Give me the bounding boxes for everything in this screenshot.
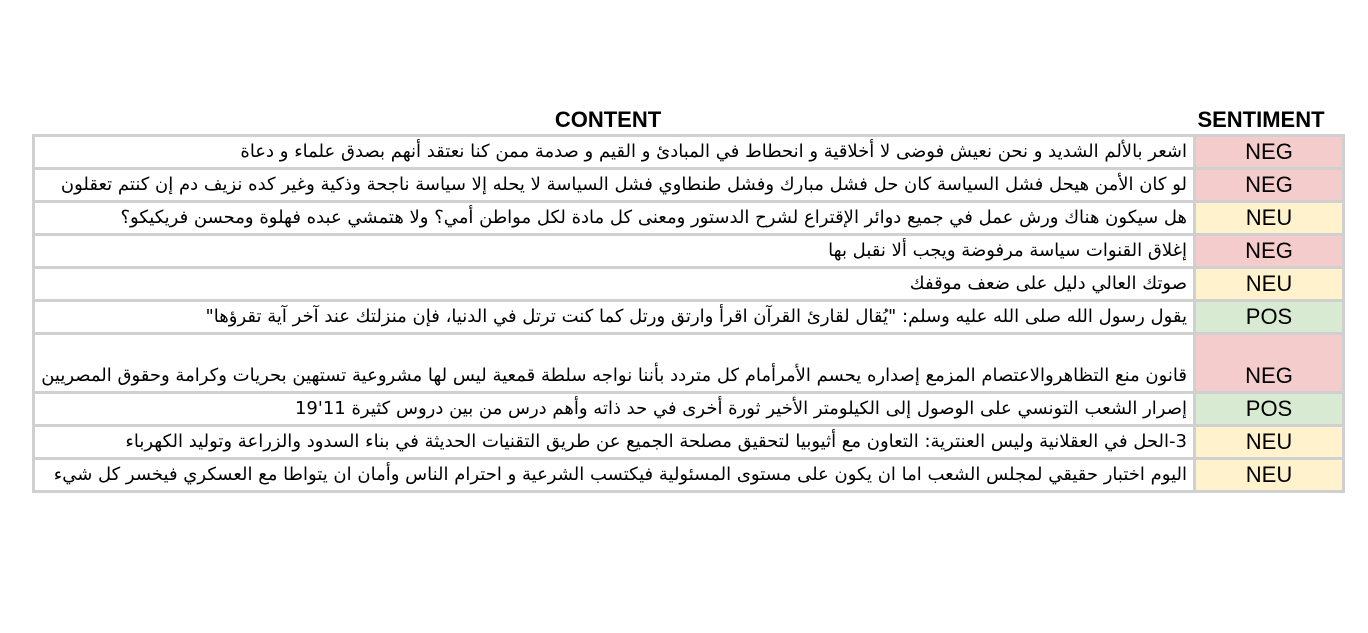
spreadsheet (32, 106, 1338, 493)
content-cell[interactable]: لو كان الأمن هيحل فشل السياسة كان حل فشل مبارك وفشل طنطاوي فشل السياسة لا يحله إلا سياسة ناجحة وذكية وغير كده نزيف دم إن كنتم تعقلون (34, 169, 1195, 202)
sentiment-cell[interactable]: POS (1195, 301, 1344, 334)
sentiment-cell[interactable]: NEU (1195, 268, 1344, 301)
data-table (32, 134, 1345, 493)
sentiment-cell[interactable]: NEG (1195, 136, 1344, 169)
content-cell[interactable]: هل سيكون هناك ورش عمل في جميع دوائر الإقتراع لشرح الدستور ومعنى كل مادة لكل مواطن أمي؟ ولا هتمشي عبده فهلوة ومحسن فريكيكو؟ (34, 202, 1195, 235)
content-column-header[interactable]: CONTENT (554, 107, 662, 132)
sentiment-cell[interactable]: NEG (1195, 334, 1344, 393)
sentiment-cell[interactable]: NEU (1195, 459, 1344, 492)
sentiment-cell[interactable]: NEU (1195, 426, 1344, 459)
sentiment-cell[interactable]: NEG (1195, 235, 1344, 268)
table-row (34, 393, 1344, 426)
sentiment-column-header[interactable]: SENTIMENT (1197, 107, 1325, 132)
sentiment-cell[interactable]: NEU (1195, 202, 1344, 235)
content-cell[interactable]: صوتك العالي دليل على ضعف موقفك (34, 268, 1195, 301)
table-row (34, 169, 1344, 202)
content-cell[interactable]: اشعر بالألم الشديد و نحن نعيش فوضى لا أخلاقية و انحطاط في المبادئ و القيم و صدمة ممن كنا نعتقد أنهم بصدق علماء و دعاة (34, 136, 1195, 169)
table-row (34, 459, 1344, 492)
table-row (34, 426, 1344, 459)
table-row (34, 334, 1344, 393)
table-row (34, 202, 1344, 235)
table-row (34, 301, 1344, 334)
table-row (34, 268, 1344, 301)
content-cell[interactable]: قانون منع التظاهروالاعتصام المزمع إصداره يحسم الأمرأمام كل متردد بأننا نواجه سلطة قمعية ليس لها مشروعية تستهين بحريات وكرامة وحقوق المصريين (34, 334, 1195, 393)
table-row (34, 235, 1344, 268)
content-cell[interactable]: يقول رسول الله صلى الله عليه وسلم: "يُقال لقارئ القرآن اقرأ وارتق ورتل كما كنت ترتل في الدنيا، فإن منزلتك عند آخر آية تقرؤها" (34, 301, 1195, 334)
table-row (34, 136, 1344, 169)
content-cell[interactable]: إغلاق القنوات سياسة مرفوضة ويجب ألا نقبل بها (34, 235, 1195, 268)
content-cell[interactable]: 3-الحل في العقلانية وليس العنترية: التعاون مع أثيوبيا لتحقيق مصلحة الجميع عن طريق التقنيات الحديثة في بناء السدود والزراعة وتوليد الكهرباء (34, 426, 1195, 459)
content-cell[interactable]: إصرار الشعب التونسي على الوصول إلى الكيلومتر الأخير ثورة أخرى في حد ذاته وأهم درس من بين دروس كثيرة 11'19 (34, 393, 1195, 426)
sentiment-cell[interactable]: POS (1195, 393, 1344, 426)
header-row (32, 106, 1338, 134)
content-cell[interactable]: اليوم اختبار حقيقي لمجلس الشعب اما ان يكون على مستوى المسئولية فيكتسب الشرعية و احترام الناس وأمان ان يتواطا مع العسكري فيخسر كل شيء (34, 459, 1195, 492)
sentiment-cell[interactable]: NEG (1195, 169, 1344, 202)
